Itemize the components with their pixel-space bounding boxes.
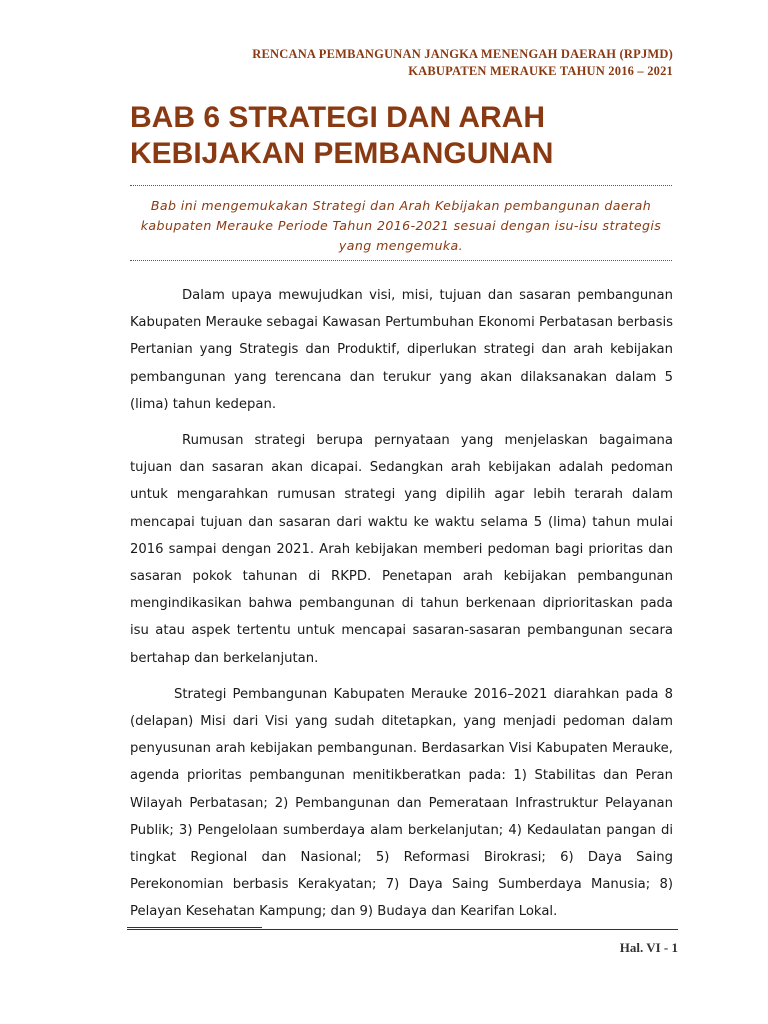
intro-top-divider xyxy=(130,185,672,186)
chapter-title-line-1: BAB 6 STRATEGI DAN ARAH xyxy=(130,101,546,134)
header-line-2: KABUPATEN MERAUKE TAHUN 2016 – 2021 xyxy=(408,64,673,78)
intro-bottom-divider xyxy=(130,260,672,261)
body-paragraph: Dalam upaya mewujudkan visi, misi, tujuan dan sasaran pembangunan Kabupaten Merauke sebagai Kawasan Pertumbuhan Ekonomi Perbatasan berbasis Pertanian yang Strategis dan Produktif, diperlukan strategi dan arah kebijakan pembangunan yang terencana dan terukur yang akan dilaksanakan dalam 5 (lima) tahun kedepan. xyxy=(130,288,673,412)
chapter-intro: Bab ini mengemukakan Strategi dan Arah Kebijakan pembangunan daerah kabupaten Merauke Periode Tahun 2016-2021 sesuai dengan isu-isu strategis yang mengemuka. xyxy=(140,198,662,253)
chapter-body xyxy=(130,282,673,935)
page-number: Hal. VI - 1 xyxy=(619,940,678,955)
body-paragraph: Strategi Pembangunan Kabupaten Merauke 2016–2021 diarahkan pada 8 (delapan) Misi dari Visi yang sudah ditetapkan, yang menjadi pedoman dalam penyusunan arah kebijakan pembangunan. Berdasarkan Visi Kabupaten Merauke, agenda prioritas pembangunan menitikberatkan pada: 1) Stabilitas dan Peran Wilayah Perbatasan; 2) Pembangunan dan Pemerataan Infrastruktur Pelayanan Publik; 3) Pengelolaan sumberdaya alam berkelanjutan; 4) Kedaulatan pangan di tingkat Regional dan Nasional; 5) Reformasi Birokrasi; 6) Daya Saing Perekonomian berbasis Kerakyatan; 7) Daya Saing Sumberdaya Manusia; 8) Pelayan Kesehatan Kampung; dan 9) Budaya dan Kearifan Lokal. xyxy=(130,686,673,920)
footnote-divider xyxy=(127,927,262,928)
chapter-title xyxy=(130,100,708,172)
body-paragraph: Rumusan strategi berupa pernyataan yang menjelaskan bagaimana tujuan dan sasaran akan dicapai. Sedangkan arah kebijakan adalah pedoman untuk mengarahkan rumusan strategi yang dipilih agar lebih terarah dalam mencapai tujuan dan sasaran dari waktu ke waktu selama 5 (lima) tahun mulai 2016 sampai dengan 2021. Arah kebijakan memberi pedoman bagi prioritas dan sasaran pokok tahunan di RKPD. Penetapan arah kebijakan pembangunan mengindikasikan bahwa pembangunan di tahun berkenaan diprioritaskan pada isu atau aspek tertentu untuk mencapai sasaran-sasaran pembangunan secara bertahap dan berkelanjutan. xyxy=(130,433,673,666)
chapter-title-line-2: KEBIJAKAN PEMBANGUNAN xyxy=(130,137,554,170)
header-line-1: RENCANA PEMBANGUNAN JANGKA MENENGAH DAERAH (RPJMD) xyxy=(252,47,673,61)
running-header xyxy=(100,46,673,80)
footer-divider xyxy=(127,929,678,930)
